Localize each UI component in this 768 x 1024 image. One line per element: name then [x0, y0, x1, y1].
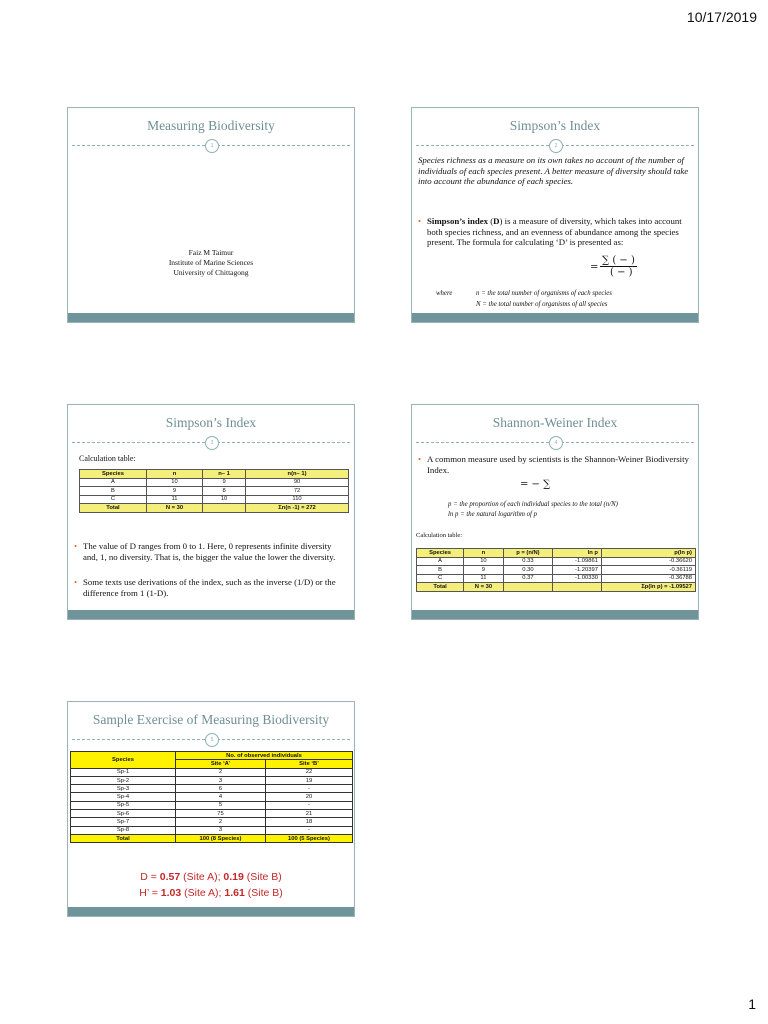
shannon-calc-table: [416, 548, 696, 592]
table-row: Sp-1 2 22: [71, 768, 353, 776]
page-date: 10/17/2019: [686, 9, 757, 25]
table-header-cell: Site ‘A’: [176, 760, 266, 768]
calc-label: Calculation table:: [79, 454, 136, 463]
slide-number: 4: [549, 436, 563, 450]
table-row: A 10 9 90: [80, 478, 349, 487]
exercise-table: [70, 751, 353, 843]
table-total-row: Total 100 (8 Species) 100 (5 Species): [71, 834, 353, 842]
page-number: 1: [748, 996, 756, 1012]
table-header-cell: n: [464, 549, 504, 558]
slide-footer-band: [68, 907, 354, 916]
slide-footer-band: [412, 313, 698, 322]
table-header-cell: Species: [417, 549, 464, 558]
simpson-bullet: • Simpson’s index (D) is a measure of diversity, which takes into account both species richness, and an evenness of abundance among the species present. The formula for calculating ‘D’ is presented as:: [418, 216, 682, 247]
definition-N: N = the total number of organisms of all species: [476, 301, 608, 308]
calc-label: Calculation table:: [416, 532, 463, 539]
table-header-cell: p = (n/N): [503, 549, 553, 558]
simpson-calc-table: [79, 469, 349, 513]
formula-denominator: ( − ): [610, 267, 633, 278]
slide-number: 1: [205, 139, 219, 153]
slide-number: 3: [205, 436, 219, 450]
table-header-cell: n: [146, 470, 202, 479]
table-row: C 11 0.37 -1.00330 -0.36788: [417, 574, 696, 583]
table-row: A 10 0.33 -1.09861 -0.36620: [417, 557, 696, 566]
slide-footer-band: [68, 610, 354, 619]
shannon-formula: = − ∑: [520, 479, 551, 490]
slide-footer-band: [68, 313, 354, 322]
table-row: Sp-3 6 -: [71, 785, 353, 793]
slide-title: Simpson’s Index: [165, 415, 257, 430]
table-header-row: [71, 752, 353, 760]
definition-n: n = the total number of organisms of each species: [476, 290, 612, 297]
shannon-bullet: • A common measure used by scientists is the Shannon-Weiner Biodiversity Index.: [418, 454, 689, 475]
formula-numerator: ∑ ( − ): [602, 255, 635, 266]
table-row: Sp-8 3 -: [71, 826, 353, 834]
simpson-description: is a measure of diversity, which takes into account both species richness, and an evenness of abundance among the species present. The formula for calculating ‘D’ is presented as:: [427, 216, 682, 247]
table-header-cell: n– 1: [203, 470, 246, 479]
slide-4: [411, 404, 699, 620]
range-bullet: • The value of D ranges from 0 to 1. Here, 0 represents infinite diversity and, 1, no diversity. That is, the bigger the value the lower the diversity.: [74, 541, 336, 562]
slide-title: Simpson’s Index: [509, 118, 601, 133]
table-header-cell: n(n– 1): [246, 470, 349, 479]
derivation-bullet: • Some texts use derivations of the index, such as the inverse (1/D) or the difference from 1 (1-D).: [74, 577, 336, 598]
author-institute: Institute of Marine Sciences: [168, 258, 254, 267]
table-total-row: Total N = 30 Σp(ln p) = -1.09527: [417, 583, 696, 592]
slide-5: [67, 701, 355, 917]
table-row: C 11 10 110: [80, 495, 349, 504]
slide-number: 2: [549, 139, 563, 153]
author-name: Faiz M Taimur: [188, 248, 234, 257]
result-simpson: D = 0.57 (Site A); 0.19 (Site B): [140, 871, 282, 883]
table-header-cell: Species: [80, 470, 147, 479]
slide-3: [67, 404, 355, 620]
table-row: Sp-2 3 19: [71, 776, 353, 784]
slide-title: Measuring Biodiversity: [147, 118, 275, 133]
slide-title: Sample Exercise of Measuring Biodiversity: [92, 712, 330, 727]
slide-1: [67, 107, 355, 323]
definition-p: p = the proportion of each individual species to the total (n/N): [448, 501, 618, 508]
table-row: B 9 8 72: [80, 487, 349, 496]
table-row: Sp-4 4 20: [71, 793, 353, 801]
formula-equals: =: [590, 262, 599, 273]
bullet-icon: •: [74, 577, 78, 587]
slide-footer-band: [412, 610, 698, 619]
bullet-icon: •: [74, 541, 78, 551]
slide-title: Shannon-Weiner Index: [492, 415, 618, 430]
definition-ln: ln p = the natural logarithm of p: [448, 511, 537, 518]
table-row: Sp-7 2 18: [71, 818, 353, 826]
table-header-cell: p(ln p): [601, 549, 695, 558]
author-block: [68, 248, 354, 278]
table-header-cell: Site ‘B’: [266, 760, 353, 768]
author-university: University of Chittagong: [173, 268, 249, 277]
table-header-cell: Species: [71, 752, 176, 769]
bullet-icon: •: [418, 216, 422, 226]
table-row: Sp-5 5 -: [71, 801, 353, 809]
table-header-row: [417, 549, 696, 558]
bullet-icon: •: [418, 454, 422, 464]
result-shannon: H’ = 1.03 (Site A); 1.61 (Site B): [139, 887, 283, 899]
table-total-row: Total N = 30 Σn(n -1) = 272: [80, 504, 349, 513]
table-header-cell: ln p: [553, 549, 602, 558]
intro-paragraph: Species richness as a measure on its own takes no account of the number of individuals of each species present. A better measure of diversity should take into account the abundance of each species.: [418, 155, 689, 186]
table-row: B 9 0.30 -1.20397 -0.36119: [417, 566, 696, 575]
slide-2: [411, 107, 699, 323]
table-row: Sp-6 75 21: [71, 810, 353, 818]
table-header-cell: No. of observed individuals: [176, 752, 353, 760]
slide-number: 5: [205, 733, 219, 747]
table-header-row: [80, 470, 349, 479]
simpson-term: Simpson’s index: [427, 216, 489, 226]
where-label: where: [436, 290, 453, 297]
